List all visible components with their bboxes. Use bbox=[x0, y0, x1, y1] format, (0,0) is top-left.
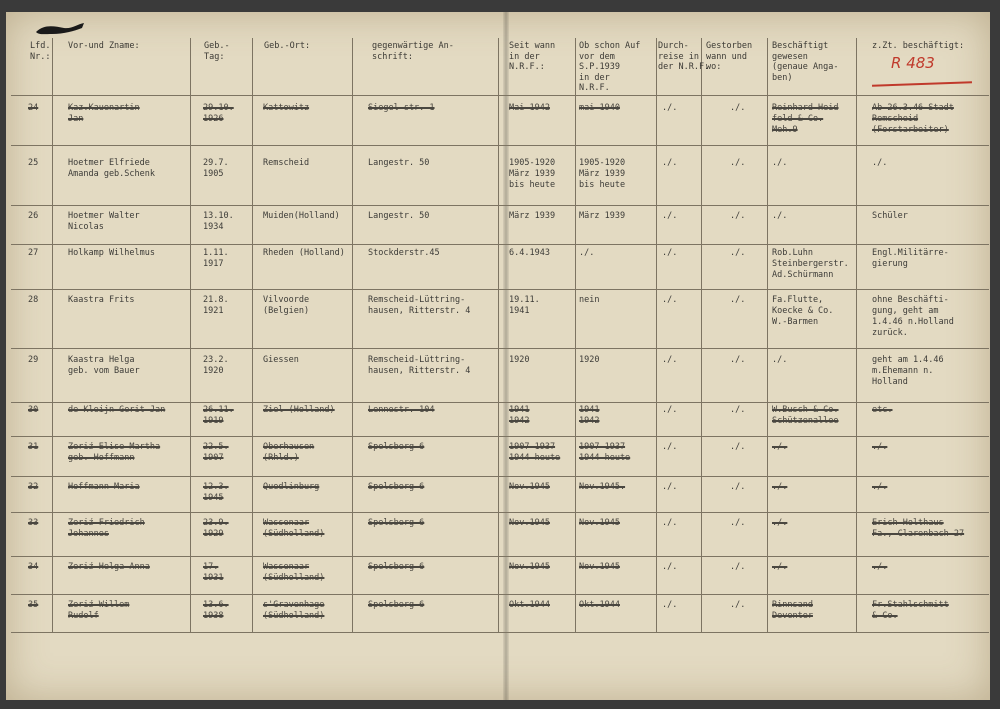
cell-since: März 1939 bbox=[509, 211, 556, 221]
cell-currently-employed: ohne Beschäfti- gung, geht am 1.4.46 n.Holland zurück. bbox=[872, 295, 954, 338]
cell-currently-employed: Engl.Militärre- gierung bbox=[872, 248, 949, 269]
cell-employed-before: Fa.Flutte, Koecke & Co. W.-Barmen bbox=[772, 295, 834, 327]
cell-lfd-nr: 32 bbox=[28, 482, 39, 492]
cell-currently-employed: Ab 26.3.46 Stadt Remscheid (Forstarbeiter) bbox=[872, 103, 954, 135]
cell-since: 1941 1942 bbox=[509, 405, 530, 426]
cell-birth-date: 13.6. 1938 bbox=[203, 600, 229, 621]
header-transit: Durch- reise in der N.R.F. bbox=[658, 41, 710, 72]
cell-name: Holkamp Wilhelmus bbox=[68, 248, 155, 258]
cell-birth-place: Wassenaar (Südholland) bbox=[263, 518, 325, 539]
column-divider bbox=[856, 38, 857, 633]
cell-transit: ./. bbox=[662, 295, 678, 305]
row-divider bbox=[11, 594, 989, 595]
cell-name: Kaastra Frits bbox=[68, 295, 135, 305]
cell-died: ./. bbox=[730, 158, 746, 168]
cell-died: ./. bbox=[730, 405, 746, 415]
cell-stay-before: 1941 1942 bbox=[579, 405, 600, 426]
cell-stay-before: nein bbox=[579, 295, 600, 305]
row-divider bbox=[11, 512, 989, 513]
header-stay-before: Ob schon Auf vor dem S.P.1939 in der N.R.F. bbox=[579, 41, 641, 93]
cell-name: Zeriź Elise Martha geb. Hoffmann bbox=[68, 442, 161, 463]
cell-died: ./. bbox=[730, 562, 746, 572]
header-currently-employed: z.Zt. beschäftigt: bbox=[872, 41, 965, 51]
cell-name: Zeriź Willem Rudolf bbox=[68, 600, 130, 621]
cell-currently-employed: Fr.Stahlschmitt & Co. bbox=[872, 600, 949, 621]
cell-address: Spelsberg 6 bbox=[368, 442, 425, 452]
cell-stay-before: Nov.1945. bbox=[579, 482, 626, 492]
cell-lfd-nr: 30 bbox=[28, 405, 39, 415]
handwritten-annotation: R 483 bbox=[891, 54, 935, 72]
cell-stay-before: 1907-1937 1944-heute bbox=[579, 442, 631, 463]
cell-address: Langestr. 50 bbox=[368, 158, 430, 168]
cell-name: Hoetmer Walter Nicolas bbox=[68, 211, 140, 232]
cell-died: ./. bbox=[730, 248, 746, 258]
cell-birth-place: Giessen bbox=[263, 355, 299, 365]
cell-currently-employed: Schüler bbox=[872, 211, 908, 221]
row-divider bbox=[11, 205, 989, 206]
row-divider bbox=[11, 632, 989, 633]
cell-name: Zeriź Helga Anna bbox=[68, 562, 150, 572]
cell-birth-place: Muiden(Holland) bbox=[263, 211, 340, 221]
cell-transit: ./. bbox=[662, 158, 678, 168]
cell-since: 1907-1937 1944-heute bbox=[509, 442, 561, 463]
cell-employed-before: ./. bbox=[772, 518, 788, 528]
cell-since: Nov.1945 bbox=[509, 562, 550, 572]
cell-currently-employed: ./. bbox=[872, 442, 888, 452]
cell-lfd-nr: 35 bbox=[28, 600, 39, 610]
cell-lfd-nr: 27 bbox=[28, 248, 39, 258]
cell-lfd-nr: 33 bbox=[28, 518, 39, 528]
cell-name: Kaz.Kauenartin Jan bbox=[68, 103, 140, 124]
cell-lfd-nr: 28 bbox=[28, 295, 39, 305]
cell-birth-date: 29.7. 1905 bbox=[203, 158, 229, 179]
cell-address: Siegel str. 1 bbox=[368, 103, 435, 113]
row-divider bbox=[11, 244, 989, 245]
ink-blot-icon bbox=[34, 22, 86, 36]
cell-address: Spelsberg 6 bbox=[368, 562, 425, 572]
cell-stay-before: 1920 bbox=[579, 355, 600, 365]
column-divider bbox=[252, 38, 253, 633]
column-divider bbox=[701, 38, 702, 633]
cell-currently-employed: Erich Holthaus Fa., Clarenbach 27 bbox=[872, 518, 965, 539]
cell-died: ./. bbox=[730, 482, 746, 492]
cell-birth-date: 23.2. 1920 bbox=[203, 355, 229, 376]
cell-address: Stockderstr.45 bbox=[368, 248, 440, 258]
row-divider bbox=[11, 145, 989, 146]
cell-name: Hoffmann Maria bbox=[68, 482, 140, 492]
document-sheet bbox=[6, 12, 990, 700]
cell-birth-date: 21.8. 1921 bbox=[203, 295, 229, 316]
cell-stay-before: März 1939 bbox=[579, 211, 626, 221]
cell-transit: ./. bbox=[662, 211, 678, 221]
row-divider bbox=[11, 348, 989, 349]
cell-transit: ./. bbox=[662, 103, 678, 113]
cell-currently-employed: geht am 1.4.46 m.Ehemann n. Holland bbox=[872, 355, 944, 387]
cell-died: ./. bbox=[730, 355, 746, 365]
cell-died: ./. bbox=[730, 600, 746, 610]
header-address: gegenwärtige An- schrift: bbox=[372, 41, 454, 62]
cell-employed-before: ./. bbox=[772, 562, 788, 572]
cell-address: Lennestr. 104 bbox=[368, 405, 435, 415]
header-employed-before: Beschäftigt gewesen (genaue Anga- ben) bbox=[772, 41, 839, 83]
cell-lfd-nr: 25 bbox=[28, 158, 39, 168]
cell-since: Mai 1942 bbox=[509, 103, 550, 113]
cell-birth-place: Kattowitz bbox=[263, 103, 310, 113]
row-divider bbox=[11, 476, 989, 477]
row-divider bbox=[11, 289, 989, 290]
cell-address: Spelsberg 6 bbox=[368, 600, 425, 610]
cell-birth-place: Quedlinburg bbox=[263, 482, 320, 492]
cell-birth-place: Ziel (Holland) bbox=[263, 405, 335, 415]
cell-birth-date: 17. 1931 bbox=[203, 562, 224, 583]
cell-address: Spelsberg 6 bbox=[368, 518, 425, 528]
header-lfd-nr: Lfd. Nr.: bbox=[30, 41, 51, 62]
cell-address: Spelsberg 6 bbox=[368, 482, 425, 492]
cell-employed-before: Reinhard Heid feld & Co. Meh.9 bbox=[772, 103, 839, 135]
cell-stay-before: Okt.1944 bbox=[579, 600, 620, 610]
cell-employed-before: ./. bbox=[772, 482, 788, 492]
cell-died: ./. bbox=[730, 442, 746, 452]
cell-birth-place: Oberhausen (Rhld.) bbox=[263, 442, 315, 463]
cell-died: ./. bbox=[730, 211, 746, 221]
cell-employed-before: ./. bbox=[772, 442, 788, 452]
cell-birth-place: Vilvoorde (Belgien) bbox=[263, 295, 310, 316]
column-divider bbox=[352, 38, 353, 633]
cell-transit: ./. bbox=[662, 355, 678, 365]
cell-employed-before: ./. bbox=[772, 158, 788, 168]
column-divider bbox=[52, 38, 53, 633]
header-since: Seit wann in der N.R.F.: bbox=[509, 41, 556, 72]
cell-birth-date: 29.10. 1926 bbox=[203, 103, 234, 124]
cell-name: Zeriź Friedrich Johannes bbox=[68, 518, 145, 539]
cell-birth-date: 26.11. 1919 bbox=[203, 405, 234, 426]
cell-address: Langestr. 50 bbox=[368, 211, 430, 221]
header-died: Gestorben wann und wo: bbox=[706, 41, 753, 72]
column-divider bbox=[767, 38, 768, 633]
cell-since: 6.4.1943 bbox=[509, 248, 550, 258]
cell-stay-before: mai 1940 bbox=[579, 103, 620, 113]
cell-stay-before: 1905-1920 März 1939 bis heute bbox=[579, 158, 626, 190]
cell-since: Nov.1945 bbox=[509, 518, 550, 528]
cell-lfd-nr: 26 bbox=[28, 211, 39, 221]
header-birth-date: Geb.- Tag: bbox=[204, 41, 230, 62]
cell-birth-date: 23.9. 1929 bbox=[203, 518, 229, 539]
cell-address: Remscheid-Lüttring- hausen, Ritterstr. 4 bbox=[368, 355, 471, 376]
cell-lfd-nr: 34 bbox=[28, 562, 39, 572]
cell-since: 1905-1920 März 1939 bis heute bbox=[509, 158, 556, 190]
row-divider bbox=[11, 436, 989, 437]
cell-transit: ./. bbox=[662, 442, 678, 452]
cell-stay-before: Nov.1945 bbox=[579, 562, 620, 572]
cell-currently-employed: ./. bbox=[872, 562, 888, 572]
cell-birth-date: 12.3. 1945 bbox=[203, 482, 229, 503]
header-name: Vor-und Zname: bbox=[68, 41, 140, 51]
cell-employed-before: Rob.Luhn Steinbergerstr. Ad.Schürmann bbox=[772, 248, 849, 280]
annotation-underline bbox=[872, 81, 972, 86]
cell-name: Hoetmer Elfriede Amanda geb.Schenk bbox=[68, 158, 155, 179]
cell-birth-place: Remscheid bbox=[263, 158, 310, 168]
cell-currently-employed: ./. bbox=[872, 482, 888, 492]
cell-employed-before: W.Busch & Co. Schützenallee bbox=[772, 405, 839, 426]
cell-currently-employed: etc. bbox=[872, 405, 893, 415]
cell-stay-before: Nov.1945 bbox=[579, 518, 620, 528]
cell-address: Remscheid-Lüttring- hausen, Ritterstr. 4 bbox=[368, 295, 471, 316]
cell-lfd-nr: 31 bbox=[28, 442, 39, 452]
column-divider bbox=[575, 38, 576, 633]
cell-employed-before: ./. bbox=[772, 211, 788, 221]
cell-transit: ./. bbox=[662, 562, 678, 572]
cell-employed-before: ./. bbox=[772, 355, 788, 365]
cell-transit: ./. bbox=[662, 405, 678, 415]
cell-employed-before: Rinnsand Deventer bbox=[772, 600, 813, 621]
cell-birth-place: Rheden (Holland) bbox=[263, 248, 345, 258]
row-divider bbox=[11, 402, 989, 403]
cell-lfd-nr: 29 bbox=[28, 355, 39, 365]
cell-birth-place: Wassenaar (Südholland) bbox=[263, 562, 325, 583]
cell-since: Nov.1945 bbox=[509, 482, 550, 492]
cell-since: Okt.1944 bbox=[509, 600, 550, 610]
cell-stay-before: ./. bbox=[579, 248, 595, 258]
cell-birth-date: 22.5. 1907 bbox=[203, 442, 229, 463]
cell-birth-date: 13.10. 1934 bbox=[203, 211, 234, 232]
cell-currently-employed: ./. bbox=[872, 158, 888, 168]
cell-died: ./. bbox=[730, 518, 746, 528]
row-divider bbox=[11, 556, 989, 557]
cell-birth-date: 1.11. 1917 bbox=[203, 248, 229, 269]
cell-birth-place: s'Gravenhage (Südholland) bbox=[263, 600, 325, 621]
cell-since: 1920 bbox=[509, 355, 530, 365]
cell-transit: ./. bbox=[662, 600, 678, 610]
cell-lfd-nr: 24 bbox=[28, 103, 39, 113]
cell-transit: ./. bbox=[662, 518, 678, 528]
cell-name: Kaastra Helga geb. vom Bauer bbox=[68, 355, 140, 376]
column-divider bbox=[190, 38, 191, 633]
cell-died: ./. bbox=[730, 295, 746, 305]
header-birth-place: Geb.-Ort: bbox=[264, 41, 311, 51]
cell-transit: ./. bbox=[662, 482, 678, 492]
row-divider bbox=[11, 95, 989, 96]
cell-transit: ./. bbox=[662, 248, 678, 258]
cell-name: de Kleijn Gerit Jan bbox=[68, 405, 166, 415]
cell-died: ./. bbox=[730, 103, 746, 113]
cell-since: 19.11. 1941 bbox=[509, 295, 540, 316]
column-divider bbox=[498, 38, 499, 633]
column-divider bbox=[656, 38, 657, 633]
